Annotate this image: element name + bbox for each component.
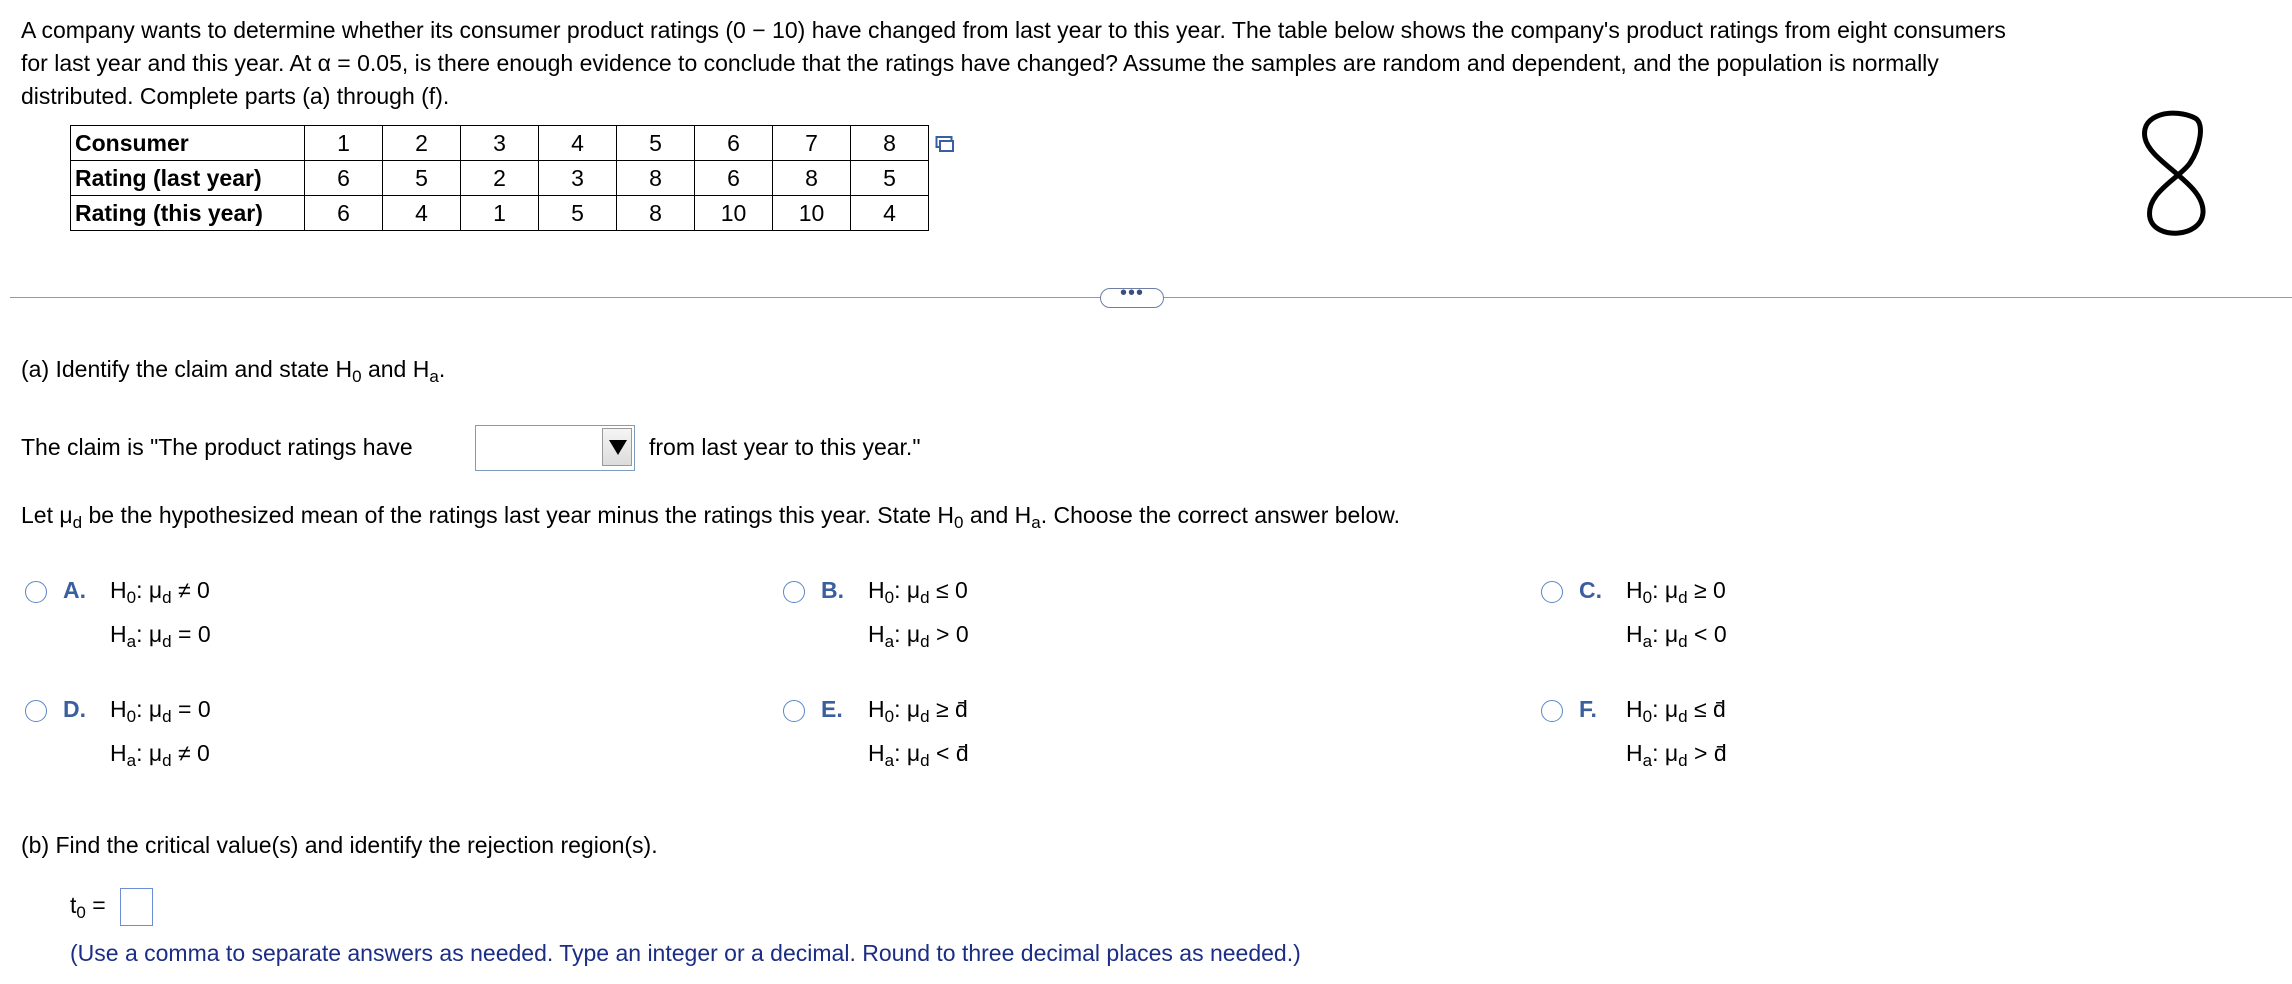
critical-value-input[interactable] — [120, 888, 153, 926]
claim-text-before: The claim is "The product ratings have — [21, 434, 413, 460]
null-hypothesis: $H_0$: $\mu_d = 0$ — [110, 696, 211, 726]
table-cell: 1 — [305, 126, 383, 161]
problem-line-2: for last year and this year. At α = 0.05, is there enough evidence to conclude that the ratings have changed? Assume the samples are random and dependent, and the population is normally — [21, 50, 1939, 76]
radio-button[interactable] — [783, 581, 805, 603]
alternative-hypothesis: $H_a$: $\mu_d > 0$ — [868, 621, 969, 651]
table-cell: 6 — [695, 161, 773, 196]
row-header: Rating (last year) — [71, 161, 305, 196]
table-row-this-year — [71, 196, 929, 231]
radio-button[interactable] — [1541, 700, 1563, 722]
claim-text-after: from last year to this year." — [649, 434, 921, 460]
table-row-last-year — [71, 161, 929, 196]
table-cell: 10 — [695, 196, 773, 231]
radio-button[interactable] — [783, 700, 805, 722]
handwritten-eight — [2135, 108, 2215, 248]
option-letter: B. — [821, 577, 844, 603]
table-cell: 4 — [383, 196, 461, 231]
alternative-hypothesis: $H_a$: $\mu_d$ < d̄ — [868, 740, 969, 770]
null-hypothesis: $H_0$: $\mu_d \ge 0$ — [1626, 577, 1726, 607]
alternative-hypothesis: $H_a$: $\mu_d = 0$ — [110, 621, 211, 651]
option-letter: F. — [1579, 696, 1597, 722]
answer-hint: (Use a comma to separate answers as needed. Type an integer or a decimal. Round to three decimal places as needed.) — [70, 940, 1301, 966]
table-cell: 4 — [539, 126, 617, 161]
table-cell: 4 — [851, 196, 929, 231]
table-cell: 6 — [305, 161, 383, 196]
ratings-table — [70, 125, 929, 231]
table-cell: 6 — [695, 126, 773, 161]
table-cell: 5 — [539, 196, 617, 231]
null-hypothesis: $H_0$: $\mu_d$ ≤ d̄ — [1626, 696, 1726, 726]
null-hypothesis: $H_0$: $\mu_d$ ≥ d̄ — [868, 696, 968, 726]
table-cell: 8 — [617, 196, 695, 231]
more-options-button[interactable]: ••• — [1100, 288, 1164, 308]
table-cell: 1 — [461, 196, 539, 231]
dropdown-arrow-icon[interactable] — [602, 428, 632, 466]
table-cell: 5 — [851, 161, 929, 196]
table-cell: 3 — [461, 126, 539, 161]
critical-value-label: $t_0$ = — [70, 892, 106, 922]
row-header: Consumer — [71, 126, 305, 161]
option-letter: A. — [63, 577, 86, 603]
null-hypothesis: $H_0$: $\mu_d \ne 0$ — [110, 577, 210, 607]
radio-button[interactable] — [1541, 581, 1563, 603]
option-letter: D. — [63, 696, 86, 722]
table-cell: 8 — [617, 161, 695, 196]
table-cell: 3 — [539, 161, 617, 196]
copy-data-icon[interactable] — [935, 133, 955, 153]
table-cell: 5 — [383, 161, 461, 196]
table-cell: 8 — [851, 126, 929, 161]
alternative-hypothesis: $H_a$: $\mu_d < 0$ — [1626, 621, 1727, 651]
alternative-hypothesis: $H_a$: $\mu_d$ > d̄ — [1626, 740, 1727, 770]
table-cell: 5 — [617, 126, 695, 161]
table-row-consumer — [71, 126, 929, 161]
row-header: Rating (this year) — [71, 196, 305, 231]
table-cell: 6 — [305, 196, 383, 231]
part-b-title: (b) Find the critical value(s) and identify the rejection region(s). — [21, 832, 658, 858]
radio-button[interactable] — [25, 700, 47, 722]
alternative-hypothesis: $H_a$: $\mu_d \ne 0$ — [110, 740, 210, 770]
instruction-text: Let $\mu_d$ be the hypothesized mean of the ratings last year minus the ratings this year. State $H_0$ and $H_a$. Choose the correct answer below. — [21, 502, 1400, 532]
table-cell: 10 — [773, 196, 851, 231]
table-cell: 2 — [461, 161, 539, 196]
null-hypothesis: $H_0$: $\mu_d \le 0$ — [868, 577, 968, 607]
problem-line-1: A company wants to determine whether its consumer product ratings (0 − 10) have changed from last year to this year. The table below shows the company's product ratings from eight consumers — [21, 17, 2006, 43]
problem-statement — [21, 14, 2271, 113]
radio-button[interactable] — [25, 581, 47, 603]
table-cell: 8 — [773, 161, 851, 196]
table-cell: 7 — [773, 126, 851, 161]
problem-line-3: distributed. Complete parts (a) through (f). — [21, 83, 450, 109]
option-letter: C. — [1579, 577, 1602, 603]
claim-dropdown[interactable] — [475, 425, 635, 471]
table-cell: 2 — [383, 126, 461, 161]
part-a-title: (a) Identify the claim and state $H_0$ and $H_a$. — [21, 356, 446, 386]
option-letter: E. — [821, 696, 843, 722]
